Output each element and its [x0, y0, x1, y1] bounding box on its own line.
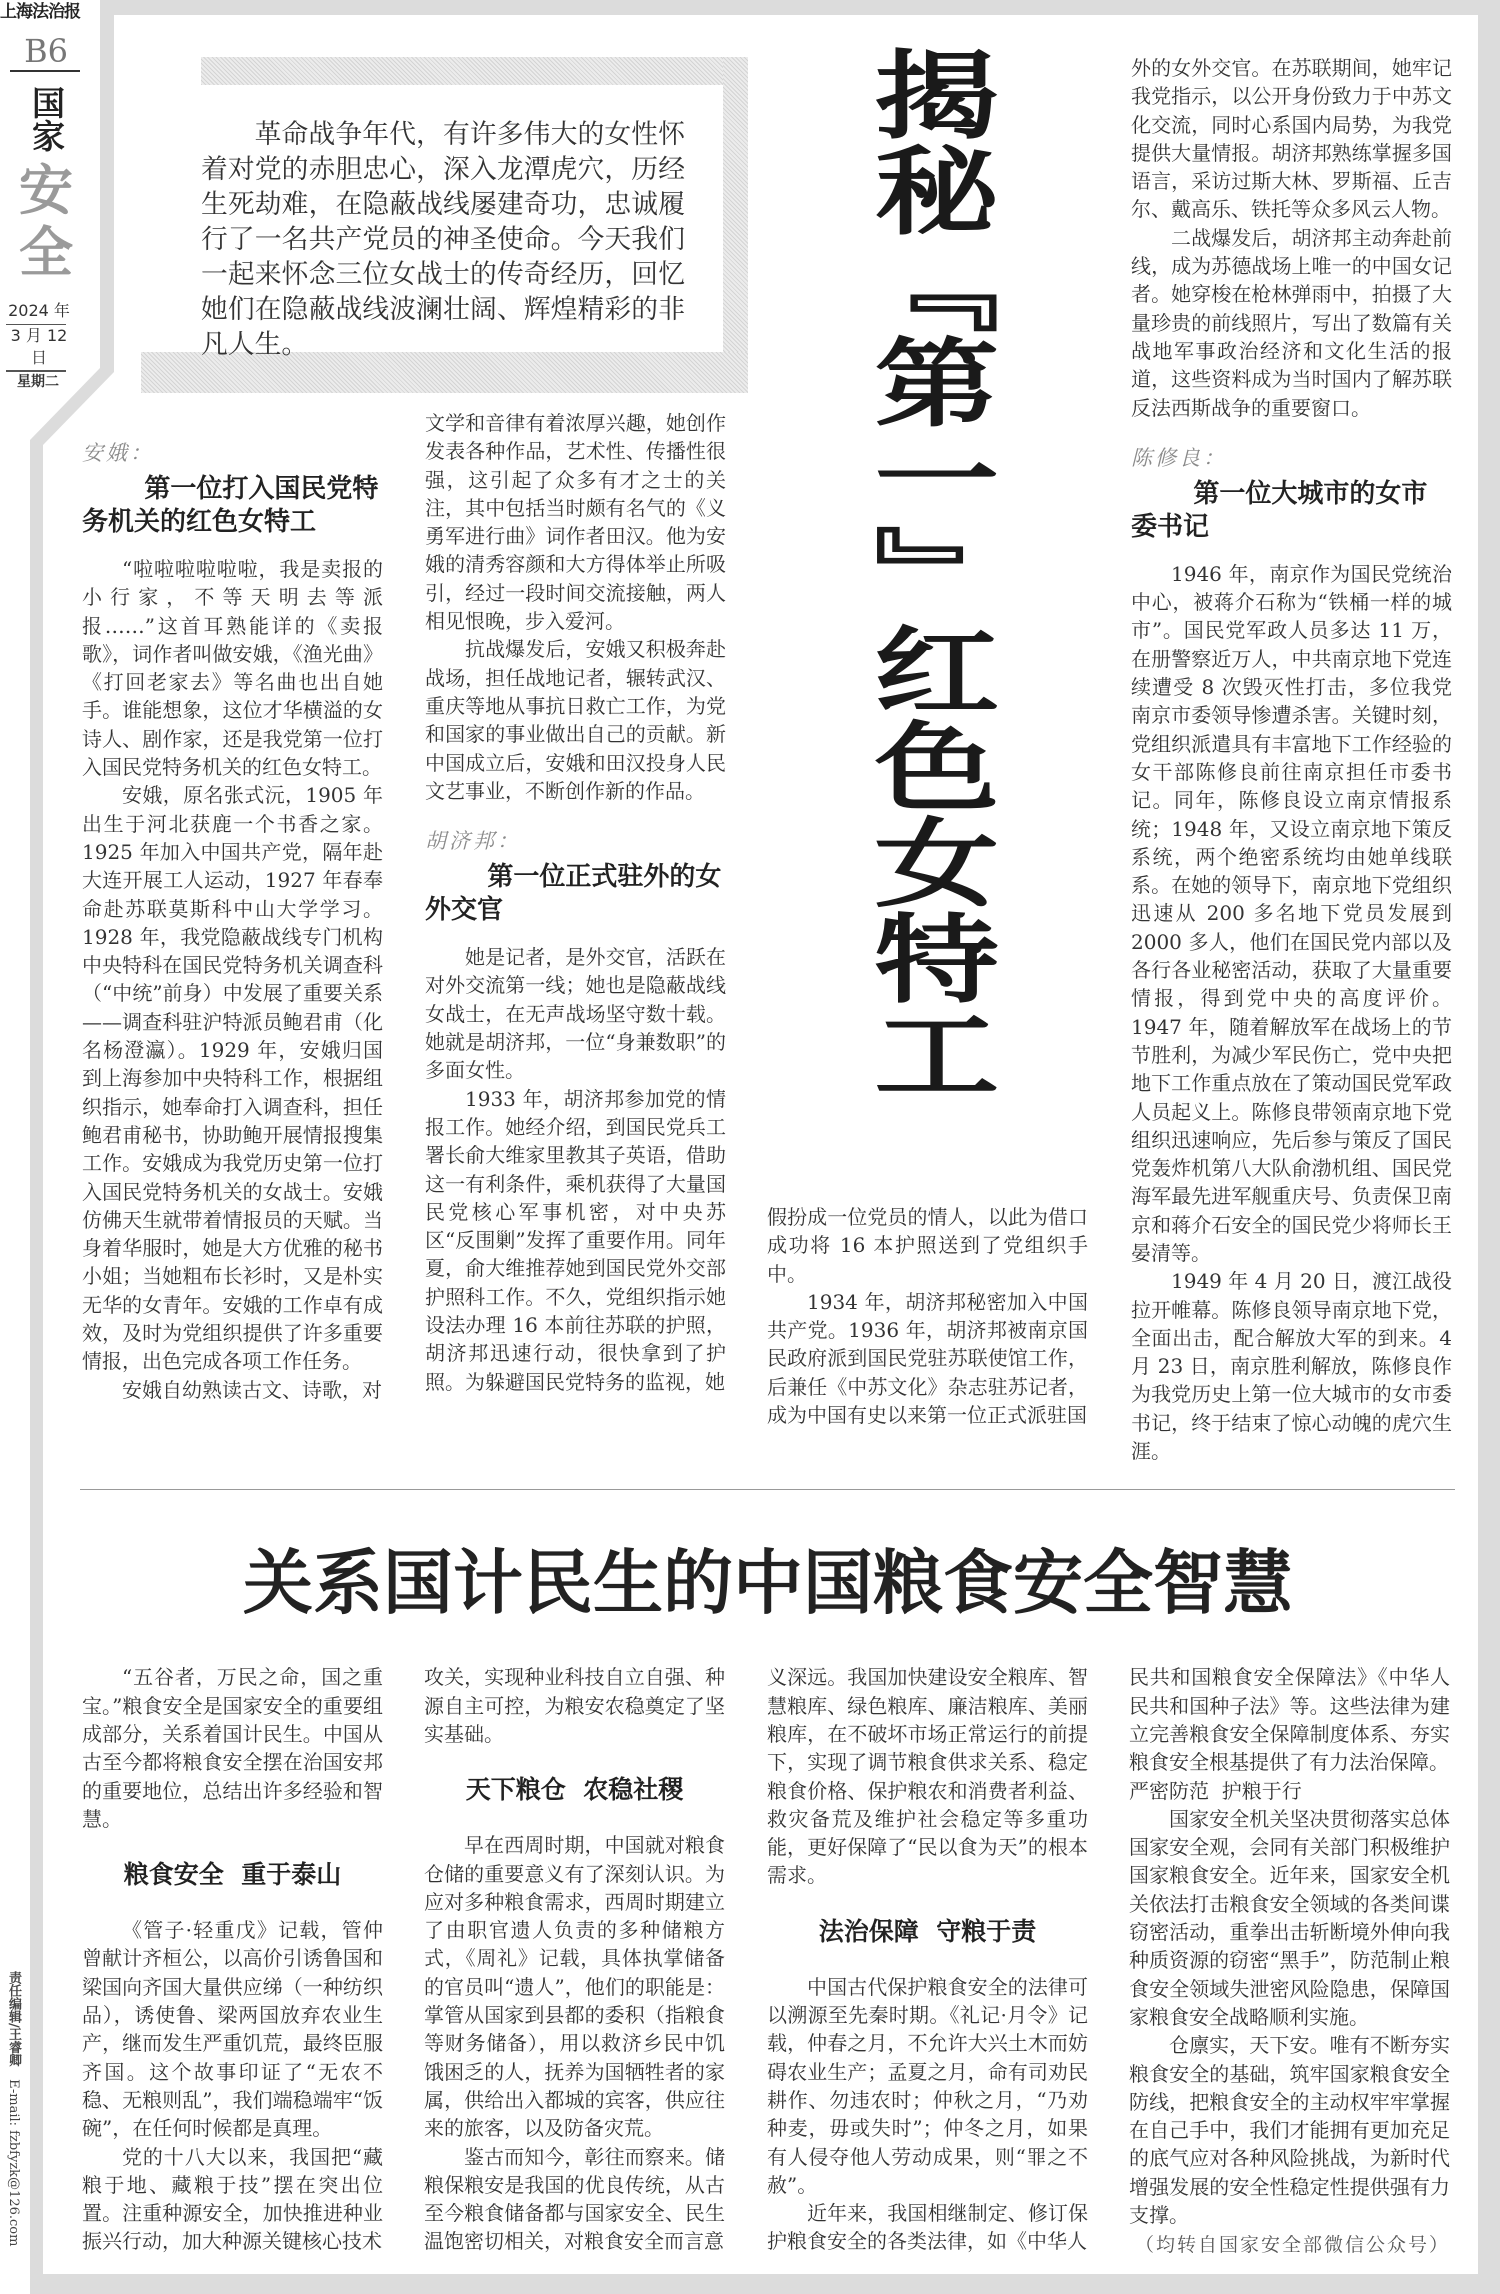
editor-name: 责任编辑/王睿卿	[6, 1971, 21, 2067]
paragraph: 1933 年，胡济邦参加党的情报工作。她经介绍，到国民党兵工署长俞大维家里教其子英语，借助这一有利条件，乘机获得了大量国民党核心军事机密，对中央苏区“反围剿”发挥了重要作用。同年夏，俞大维推荐她到国民党外交部护照科工作。不久，党组织指示她设法办理 16 本前往苏联的护照，胡济邦迅速行动，很快拿到了护照。为躲避国民党特务的监视，她	[425, 1086, 726, 1394]
paragraph: 民共和国粮食安全保障法》《中华人民共和国种子法》等。这些法律为建立完善粮食安全保障制度体系、夯实粮食安全根基提供了有力法治保障。	[1129, 1665, 1450, 1775]
paragraph: 她是记者，是外交官，活跃在对外交流第一线；她也是隐蔽战线女战士，在无声战场坚守数十载。她就是胡济邦，一位“身兼数职”的多面女性。	[425, 945, 726, 1083]
article-hujibang-column	[425, 409, 726, 1396]
article-anne-column	[82, 438, 383, 1404]
paragraph: 攻关，实现种业科技自立自强、种源自主可控，为粮安农稳奠定了坚实基础。	[424, 1665, 725, 1746]
paragraph: 仓廪实，天下安。唯有不断夯实粮食安全的基础，筑牢国家粮食安全防线，把粮食安全的主动权牢牢掌握在自己手中，我们才能拥有更加充足的底气应对各种风险挑战，为新时代增强发展的安全性稳定性提供强有力支撑。	[1129, 2033, 1450, 2227]
left-border-lower	[30, 440, 43, 2294]
right-border	[1478, 0, 1500, 2294]
paragraph: 鉴古而知今，彰往而察来。储粮保粮安是我国的优良传统，从古至今粮食储备都与国家安全、民生温饱密切相关，对粮食安全而言意	[424, 2144, 725, 2254]
paragraph: 1946 年，南京作为国民党统治中心，被蒋介石称为“铁桶一样的城市”。国民党军政人员多达 11 万，在册警察近万人，中共南京地下党连续遭受 8 次毁灭性打击，多位我党南京市委领导惨遭杀害。关键时刻，党组织派遣具有丰富地下工作经验的女干部陈修良前往南京担任市委书记。同年，陈修良设立南京情报系统；1948 年，又设立南京地下策反系统，两个绝密系统均由她单线联系。在她的领导下，南京地下党组织迅速从 200 多名地下党员发展到 2000 多人，他们在国民党内部以及各行各业秘密活动，获取了大量重要情报，得到党中央的高度评价。1947 年，随着解放军在战场上的节节胜利，为减少军民伤亡，党中央把地下工作重点放在了策动国民党军政人员起义上。陈修良带领南京地下党组织迅速响应，先后参与策反了国民党轰炸机第八大队俞渤机组、国民党海军最先进军舰重庆号、负责保卫南京和蒋介石安全的国民党少将师长王晏清等。	[1131, 561, 1452, 1265]
section-title-2b: 全	[19, 220, 73, 284]
section-title-1: 国家	[27, 86, 66, 152]
paragraph: 近年来，我国相继制定、修订保护粮食安全的各类法律，如《中华人	[767, 2201, 1088, 2254]
paragraph: 抗战爆发后，安娥又积极奔赴战场，担任战地记者，辗转武汉、重庆等地从事抗日救亡工作，为党和国家的事业做出自己的贡献。新中国成立后，安娥和田汉投身人民文艺事业，不断创作新的作品。	[425, 637, 726, 803]
section-heading: 天下粮仓 农稳社稷	[465, 1775, 684, 1805]
paragraph: 党的十八大以来，我国把“藏粮于地、藏粮于技”摆在突出位置。注重种源安全，加快推进种业振兴行动，加大种源关键核心技术	[82, 2144, 383, 2254]
section-heading: 法治保障 守粮于责	[818, 1916, 1037, 1946]
editor-email: E-mail: fzbfyzk@126.com	[6, 2079, 21, 2247]
paragraph: 中国古代保护粮食安全的法律可以溯源至先秦时期。《礼记·月令》记载，仲春之月，不允许大兴土木而妨碍农业生产；孟夏之月，命有司劝民耕作、勿违农时；仲秋之月，“乃劝种麦，毋或失时”；仲冬之月，如果有人侵夺他人劳动成果，则“罪之不赦”。	[767, 1974, 1088, 2197]
paragraph: 文学和音律有着浓厚兴趣，她创作发表各种作品，艺术性、传播性很强，这引起了众多有才之士的关注，其中包括当时颇有名气的《义勇军进行曲》词作者田汉。他为安娥的清秀容颜和大方得体举止所吸引，经过一段时间交流接触，两人相见恨晚，步入爱河。	[425, 411, 726, 634]
paragraph: 1949 年 4 月 20 日，渡江战役拉开帷幕。陈修良领导南京地下党，全面出击，配合解放大军的到来。4 月 23 日，南京胜利解放，陈修良作为我党历史上第一位大城市的女市委书记，终于结束了惊心动魄的虎穴生涯。	[1131, 1269, 1452, 1464]
food-column-2	[424, 1663, 725, 2255]
section-heading: 严密防范 护粮于行	[1129, 1778, 1302, 1803]
issue-weekday: 星期二	[17, 374, 59, 390]
paragraph: 1934 年，胡济邦秘密加入中国共产党。1936 年，胡济邦被南京国民政府派到国民党驻苏联使馆工作，后兼任《中苏文化》杂志驻苏记者，成为中国有史以来第一位正式派驻国	[767, 1289, 1088, 1428]
section-heading: 第一位正式驻外的女外交官	[425, 862, 722, 926]
section-heading: 粮食安全 重于泰山	[123, 1860, 342, 1890]
editor-credit	[3, 1971, 23, 2246]
paragraph: 假扮成一位党员的情人，以此为借口成功将 16 本护照送到了党组织手中。	[767, 1205, 1088, 1286]
top-border	[100, 0, 1500, 15]
section-divider	[80, 1489, 1455, 1490]
paragraph: 外的女外交官。在苏联期间，她牢记我党指示，以公开身份致力于中苏文化交流，同时心系国内局势，为我党提供大量情报。胡济邦熟练掌握多国语言，采访过斯大林、罗斯福、丘吉尔、戴高乐、铁托等众多风云人物。	[1131, 56, 1452, 222]
page-number-rule	[10, 70, 80, 72]
paragraph: 《管子·轻重戊》记载，管仲曾献计齐桓公，以高价引诱鲁国和梁国向齐国大量供应绨（一种纺织品），诱使鲁、梁两国放弃农业生产，继而发生严重饥荒，最终臣服齐国。这个故事印证了“无农不稳、无粮则乱”，我们端稳端牢“饭碗”，在任何时候都是真理。	[82, 1918, 383, 2141]
source-note: （均转自国家安全部微信公众号）	[1134, 2234, 1450, 2257]
section-title-2a: 安	[19, 158, 73, 222]
paragraph: 二战爆发后，胡济邦主动奔赴前线，成为苏德战场上唯一的中国女记者。她穿梭在枪林弹雨中，拍摄了大量珍贵的前线照片，写出了数篇有关战地军事政治经济和文化生活的报道，这些资料成为当时国内了解苏联反法西斯战争的重要窗口。	[1131, 225, 1452, 420]
main-headline: 揭秘『第一』红色女特工	[854, 45, 1002, 1101]
page-number: B6	[24, 32, 68, 70]
food-security-title: 关系国计民生的中国粮食安全智慧	[243, 1542, 1293, 1625]
intro-frame-top	[201, 57, 748, 85]
intro-text: 革命战争年代，有许多伟大的女性怀着对党的赤胆忠心，深入龙潭虎穴，历经生死劫难，在隐蔽战线屡建奇功，忠诚履行了一名共产党员的神圣使命。今天我们一起来怀念三位女战士的传奇经历，回忆她们在隐蔽战线波澜壮阔、辉煌精彩的非凡人生。	[201, 119, 685, 360]
issue-date-block	[2, 300, 80, 392]
left-border-upper	[100, 0, 114, 370]
section-heading: 第一位大城市的女市委书记	[1131, 478, 1428, 542]
paragraph: 义深远。我国加快建设安全粮库、智慧粮库、绿色粮库、廉洁粮库、美丽粮库，在不破坏市场正常运行的前提下，实现了调节粮食供求关系、稳定粮食价格、保护粮农和消费者利益、救灾备荒及维护社会稳定等多重功能，更好保障了“民以食为天”的根本需求。	[767, 1665, 1088, 1888]
paragraph: 早在西周时期，中国就对粮食仓储的重要意义有了深刻认识。为应对多种粮食需求，西周时期建立了由职官遗人负责的多种储粮方式，《周礼》记载，具体执掌储备的官员叫“遗人”，他们的职能是：掌管从国家到县都的委积（指粮食等财务储备），用以救济乡民中饥饿困乏的人，抚养为国牺牲者的家属，供给出入都城的宾客，供应往来的旅客，以及防备灾荒。	[424, 1833, 725, 2141]
person-label: 胡济邦：	[425, 829, 521, 854]
issue-year: 2024 年	[8, 301, 70, 320]
person-label: 安娥：	[82, 441, 154, 465]
person-label: 陈修良：	[1131, 445, 1227, 470]
paper-logo: 上海法治报	[0, 2, 80, 22]
issue-date: 3 月 12 日	[10, 326, 68, 367]
food-column-1	[82, 1663, 383, 2255]
paragraph: 安娥，原名张式沅，1905 年出生于河北获鹿一个书香之家。1925 年加入中国共产党，隔年赴大连开展工人运动，1927 年春奉命赴苏联莫斯科中山大学学习。1928 年，我党隐蔽战线专门机构中央特科在国民党特务机关调查科（“中统”前身）中发展了重要关系——调查科驻沪特派员鲍君甫（化名杨澄瀛）。1929 年，安娥归国到上海参加中央特科工作，根据组织指示，她奉命打入调查科，担任鲍君甫秘书，协助鲍开展情报搜集工作。安娥成为我党历史第一位打入国民党特务机关的女战士。安娥仿佛天生就带着情报员的天赋。当身着华服时，她是大方优雅的秘书小姐；当她粗布长衫时，又是朴实无华的女青年。安娥的工作卓有成效，及时为党组织提供了许多重要情报，出色完成各项工作任务。	[82, 783, 383, 1374]
section-heading: 第一位打入国民党特务机关的红色女特工	[82, 474, 379, 537]
intro-frame-right	[723, 57, 748, 393]
paragraph: “五谷者，万民之命，国之重宝。”粮食安全是国家安全的重要组成部分，关系着国计民生。中国从古至今都将粮食安全摆在治国安邦的重要地位，总结出许多经验和智慧。	[82, 1665, 383, 1831]
paragraph: “啦啦啦啦啦啦，我是卖报的小行家，不等天明去等派报……”这首耳熟能详的《卖报歌》，词作者叫做安娥，《渔光曲》《打回老家去》等名曲也出自她手。谁能想象，这位才华横溢的女诗人、剧作家，还是我党第一位打入国民党特务机关的红色女特工。	[82, 557, 383, 780]
paragraph: 国家安全机关坚决贯彻落实总体国家安全观，会同有关部门积极维护国家粮食安全。近年来，国家安全机关依法打击粮食安全领域的各类间谍窃密活动，重拳出击斩断境外伸向我种质资源的窃密“黑手”，防范制止粮食安全领域失泄密风险隐患，保障国家粮食安全战略顺利实施。	[1129, 1806, 1450, 2029]
article-chenxiuliang-column	[1131, 54, 1452, 1465]
bottom-border	[30, 2274, 1500, 2294]
paragraph: 安娥自幼熟读古文、诗歌，对	[122, 1377, 382, 1402]
food-column-4	[1129, 1663, 1450, 2259]
article-continuation-column	[767, 1203, 1088, 1429]
food-column-3	[767, 1663, 1088, 2255]
